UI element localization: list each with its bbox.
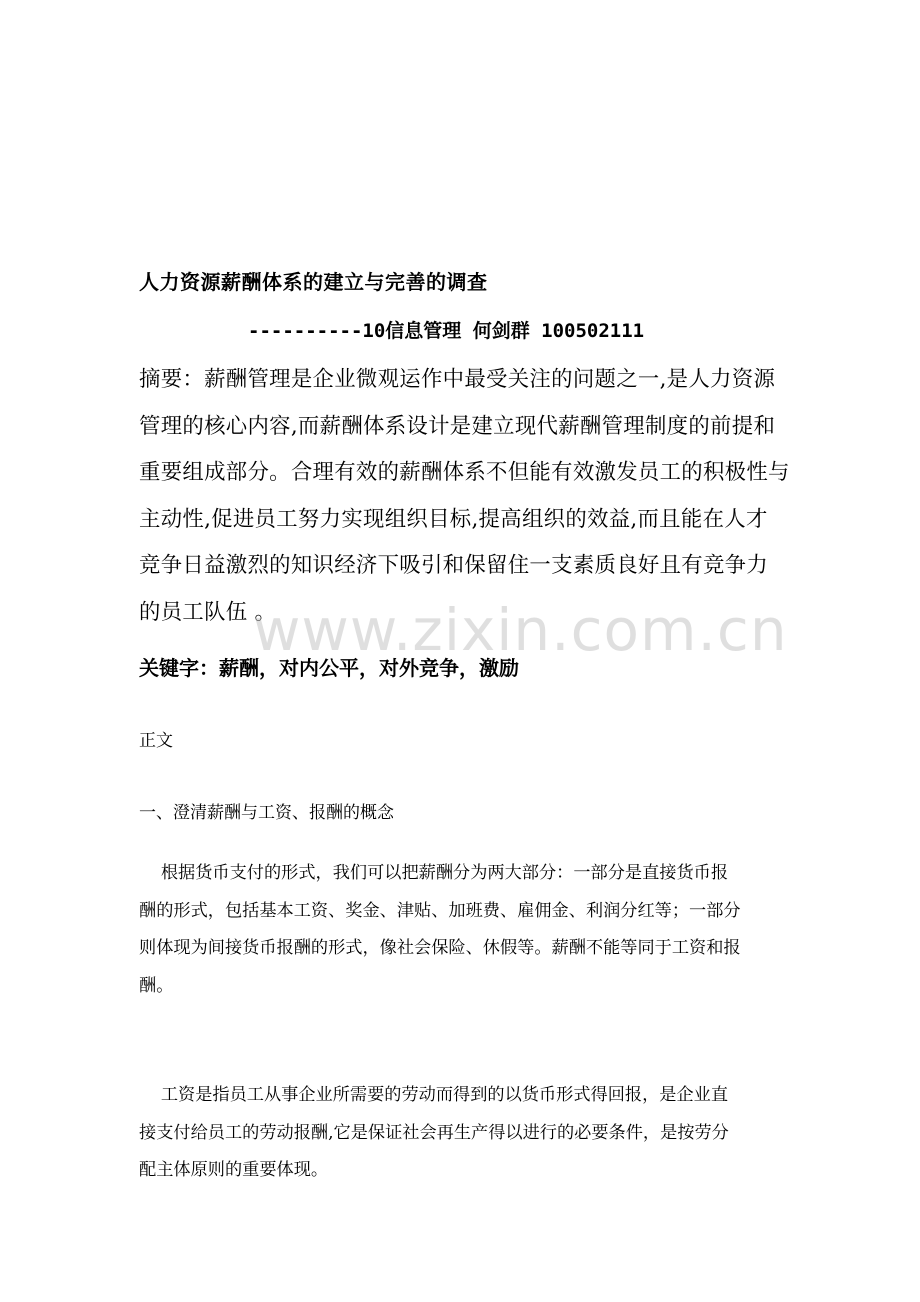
abstract-line: 的员工队伍 。 <box>139 599 277 625</box>
paragraph-line: 酬。 <box>139 975 174 996</box>
section-heading: 一、澄清薪酬与工资、报酬的概念 <box>139 803 394 823</box>
paragraph-2 <box>139 1077 789 1190</box>
abstract-line: 重要组成部分。合理有效的薪酬体系不但能有效激发员工的积极性与 <box>139 460 790 485</box>
abstract-line: 竞争日益激烈的知识经济下吸引和保留住一支素质良好且有竞争力 <box>139 553 769 578</box>
paragraph-line: 根据货币支付的形式，我们可以把薪酬分为两大部分：一部分是直接货币报 <box>139 863 729 883</box>
paragraph-line: 则体现为间接货币报酬的形式，像社会保险、休假等。薪酬不能等同于工资和报 <box>139 938 741 958</box>
paragraph-line: 工资是指员工从事企业所需要的劳动而得到的以货币形式得回报，是企业直 <box>139 1085 729 1105</box>
paragraph-line: 酬的形式，包括基本工资、奖金、津贴、加班费、雇佣金、利润分红等；一部分 <box>139 900 741 921</box>
document-title: 人力资源薪酬体系的建立与完善的调查 <box>139 270 488 294</box>
abstract-line: 摘要：薪酬管理是企业微观运作中最受关注的问题之一,是人力资源 <box>139 367 776 392</box>
watermark: www.zixin.com.cn <box>253 596 788 664</box>
abstract <box>139 357 790 636</box>
abstract-line: 管理的核心内容,而薪酬体系设计是建立现代薪酬管理制度的前提和 <box>139 413 776 439</box>
keywords: 关键字：薪酬，对内公平，对外竞争，激励 <box>139 656 519 680</box>
body-label: 正文 <box>139 731 173 751</box>
author-line: ----------10信息管理 何剑群 100502111 <box>248 320 645 342</box>
paragraph-line: 接支付给员工的劳动报酬,它是保证社会再生产得以进行的必要条件，是按劳分 <box>139 1122 729 1143</box>
abstract-line: 主动性,促进员工努力实现组织目标,提高组织的效益,而且能在人才 <box>139 506 768 532</box>
paragraph-line: 配主体原则的重要体现。 <box>139 1160 329 1180</box>
paragraph-1 <box>139 855 789 1005</box>
